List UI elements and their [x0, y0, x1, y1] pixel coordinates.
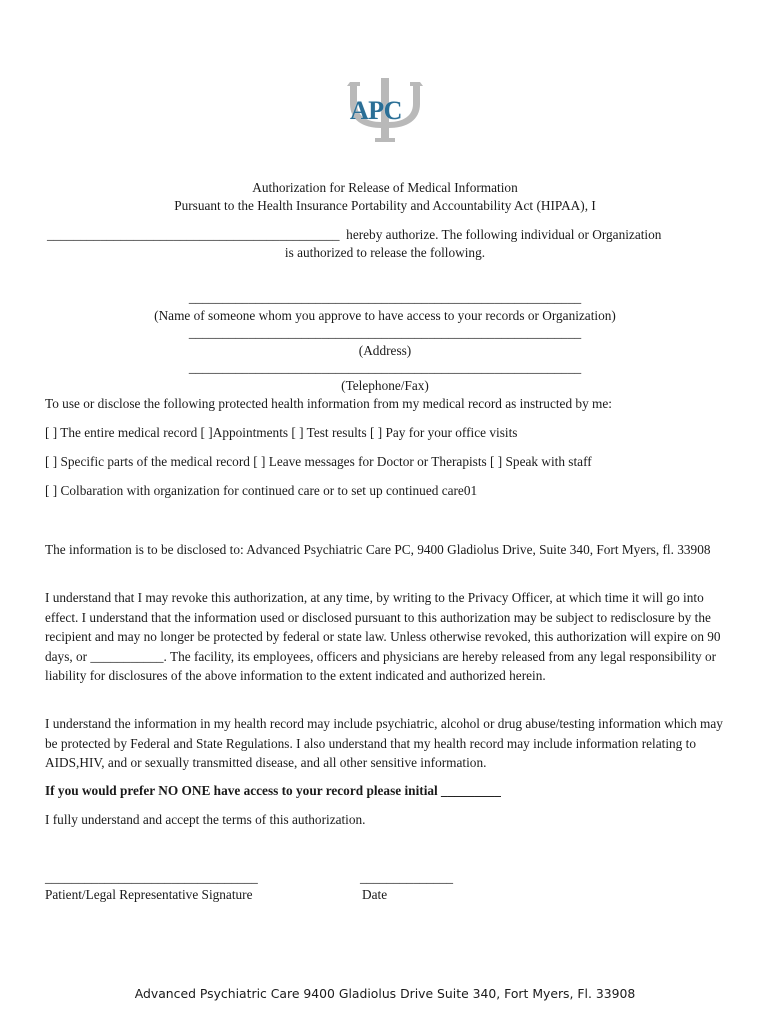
recipient-name-label: (Name of someone whom you approve to have access to your records or Organization): [154, 308, 616, 323]
revoke-paragraph: I understand that I may revoke this authorization, at any time, by writing to the Privacy Officer, at which time it will go into effect. I understand that the information used or disclosed pursuant to this authorization may be subject to redisclosure by the recipient and may no longer be protected by federal or state law. Unless otherwise revoked, this authorization will expire on 90 days, or ___________. The facility, its employees, officers and physicians are hereby released from any legal responsibility or liability for disclosures of the above information to the extent indicated and authorized herein.: [45, 590, 721, 683]
document-title: Authorization for Release of Medical Information: [252, 180, 518, 195]
accept-terms-line: I fully understand and accept the terms of this authorization.: [45, 812, 366, 827]
date-blank[interactable]: ______________: [360, 870, 454, 885]
sensitive-info-paragraph: I understand the information in my health record may include psychiatric, alcohol or drug abuse/testing information which may be protected by Federal and State Regulations. I also understand that my health record may include information relating to AIDS,HIV, and or sexually transmitted disease, and all other sensitive information.: [45, 716, 723, 770]
address-label: (Address): [358, 343, 412, 358]
authorize-line-2: is authorized to release the following.: [284, 245, 486, 260]
logo-text: APC: [350, 96, 402, 125]
disclosed-to-paragraph: The information is to be disclosed to: Advanced Psychiatric Care PC, 9400 Gladiolus Drive, Suite 340, Fort Myers, fl. 33908: [45, 542, 711, 557]
option-row-2[interactable]: [ ] Specific parts of the medical record [ ] Leave messages for Doctor or Therapists [ ] Speak with staff: [45, 454, 592, 469]
address-blank[interactable]: ___________________________________________________________: [188, 325, 582, 340]
telephone-label: (Telephone/Fax): [341, 378, 429, 393]
footer-address: Advanced Psychiatric Care 9400 Gladiolus Drive Suite 340, Fort Myers, Fl. 33908: [134, 986, 636, 1001]
no-one-initial-line[interactable]: If you would prefer NO ONE have access to your record please initial _________: [45, 783, 501, 798]
signature-blank[interactable]: ________________________________: [45, 870, 258, 885]
date-label: Date: [362, 887, 388, 902]
recipient-name-blank[interactable]: ___________________________________________________________: [188, 290, 582, 305]
disclosure-intro: To use or disclose the following protected health information from my medical record as instructed by me:: [45, 396, 612, 411]
apc-logo: [340, 74, 430, 146]
signature-label: Patient/Legal Representative Signature: [45, 887, 253, 902]
telephone-blank[interactable]: ___________________________________________________________: [188, 360, 582, 375]
document-subtitle: Pursuant to the Health Insurance Portability and Accountability Act (HIPAA), I: [174, 198, 596, 213]
authorize-line: ____________________________________________ hereby authorize. The following individual or Organization: [47, 227, 662, 242]
option-row-3[interactable]: [ ] Colbaration with organization for continued care or to set up continued care01: [45, 483, 478, 498]
option-row-1[interactable]: [ ] The entire medical record [ ]Appointments [ ] Test results [ ] Pay for your office visits: [45, 425, 518, 440]
